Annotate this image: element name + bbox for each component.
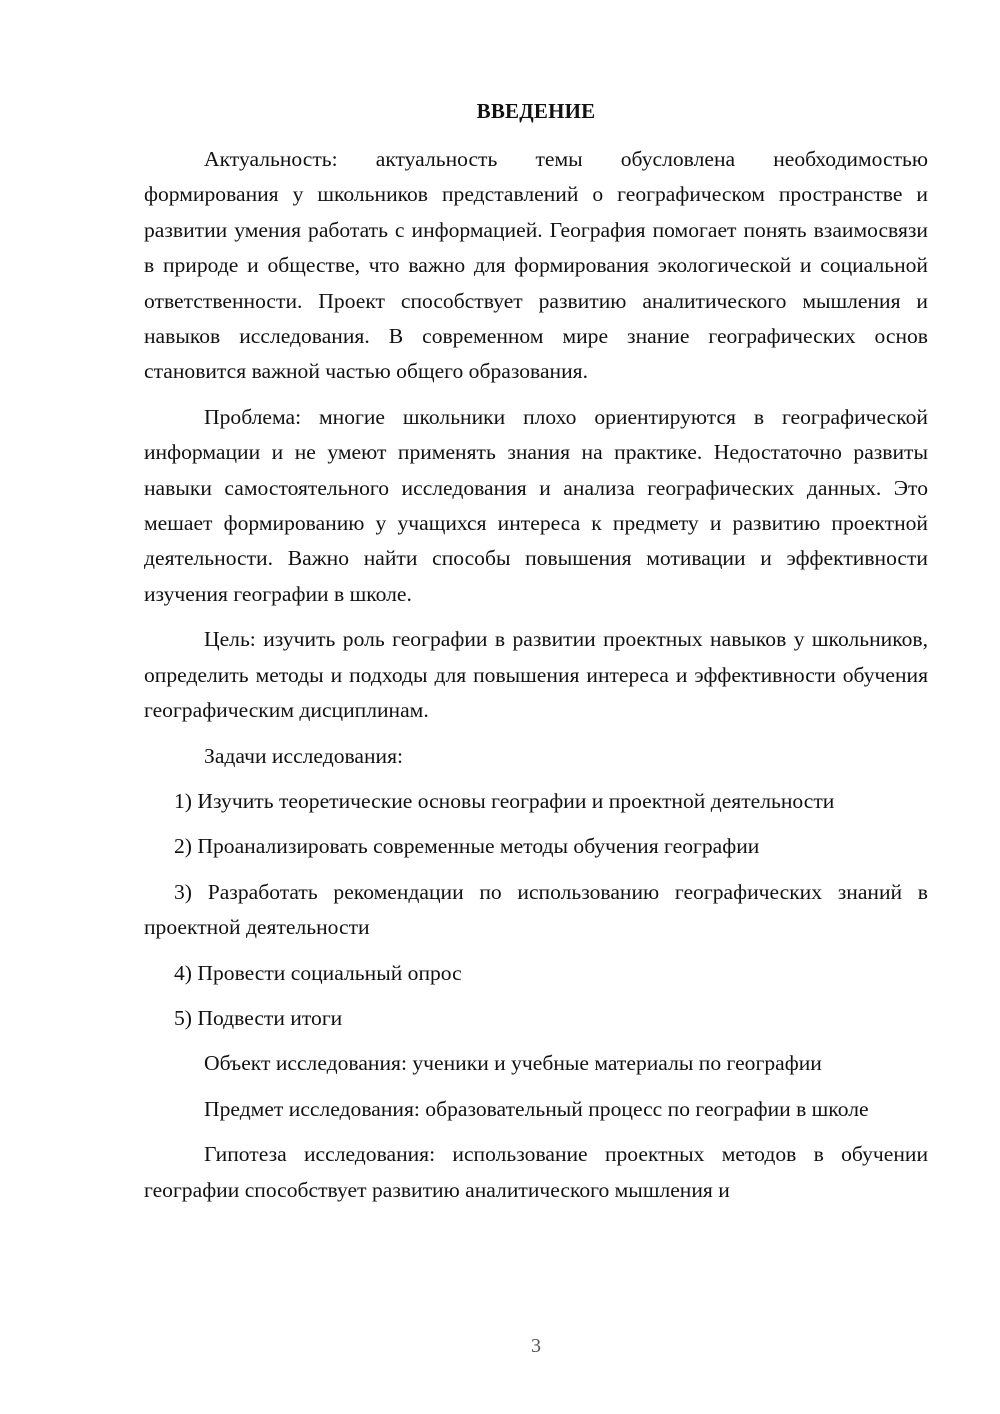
paragraph-goal: Цель: изучить роль географии в развитии проектных навыков у школьников, определить методы и подходы для повышения интереса и эффективности обучения географическим дисциплинам. — [144, 627, 928, 723]
task-item-2: 2) Проанализировать современные методы обучения географии — [174, 834, 760, 859]
paragraph-relevance: Актуальность: актуальность темы обусловлена необходимостью формирования у школьников представлений о географическом пространстве и развитии умения работать с информацией. География помогает понять взаимосвязи в природе и обществе, что важно для формирования экологической и социальной ответственности. Проект способствует развитию аналитического мышления и навыков исследования. В современном мире знание географических основ становится важной частью общего образования. — [144, 147, 928, 384]
page-title: ВВЕДЕНИЕ — [476, 99, 596, 123]
task-item-4: 4) Провести социальный опрос — [174, 960, 462, 985]
task-item-1: 1) Изучить теоретические основы географии и проектной деятельности — [174, 788, 835, 813]
paragraph-problem: Проблема: многие школьники плохо ориентируются в географической информации и не умеют применять знания на практике. Недостаточно развиты навыки самостоятельного исследования и анализа географических данных. Это мешает формированию у учащихся интереса к предмету и развитию проектной деятельности. Важно найти способы повышения мотивации и эффективности изучения географии в школе. — [144, 404, 928, 606]
paragraph-object: Объект исследования: ученики и учебные материалы по географии — [204, 1051, 822, 1076]
paragraph-subject: Предмет исследования: образовательный процесс по географии в школе — [204, 1096, 869, 1121]
paragraph-hypothesis: Гипотеза исследования: использование проектных методов в обучении географии способствует развитию аналитического мышления и — [144, 1142, 928, 1202]
page-number: 3 — [531, 1335, 541, 1357]
task-item-3: 3) Разработать рекомендации по использованию географических знаний в проектной деятельности — [144, 879, 928, 940]
document-body — [144, 142, 928, 1208]
task-item-5: 5) Подвести итоги — [174, 1005, 343, 1030]
paragraph-tasks-heading: Задачи исследования: — [204, 743, 404, 768]
document-page — [144, 0, 928, 1414]
